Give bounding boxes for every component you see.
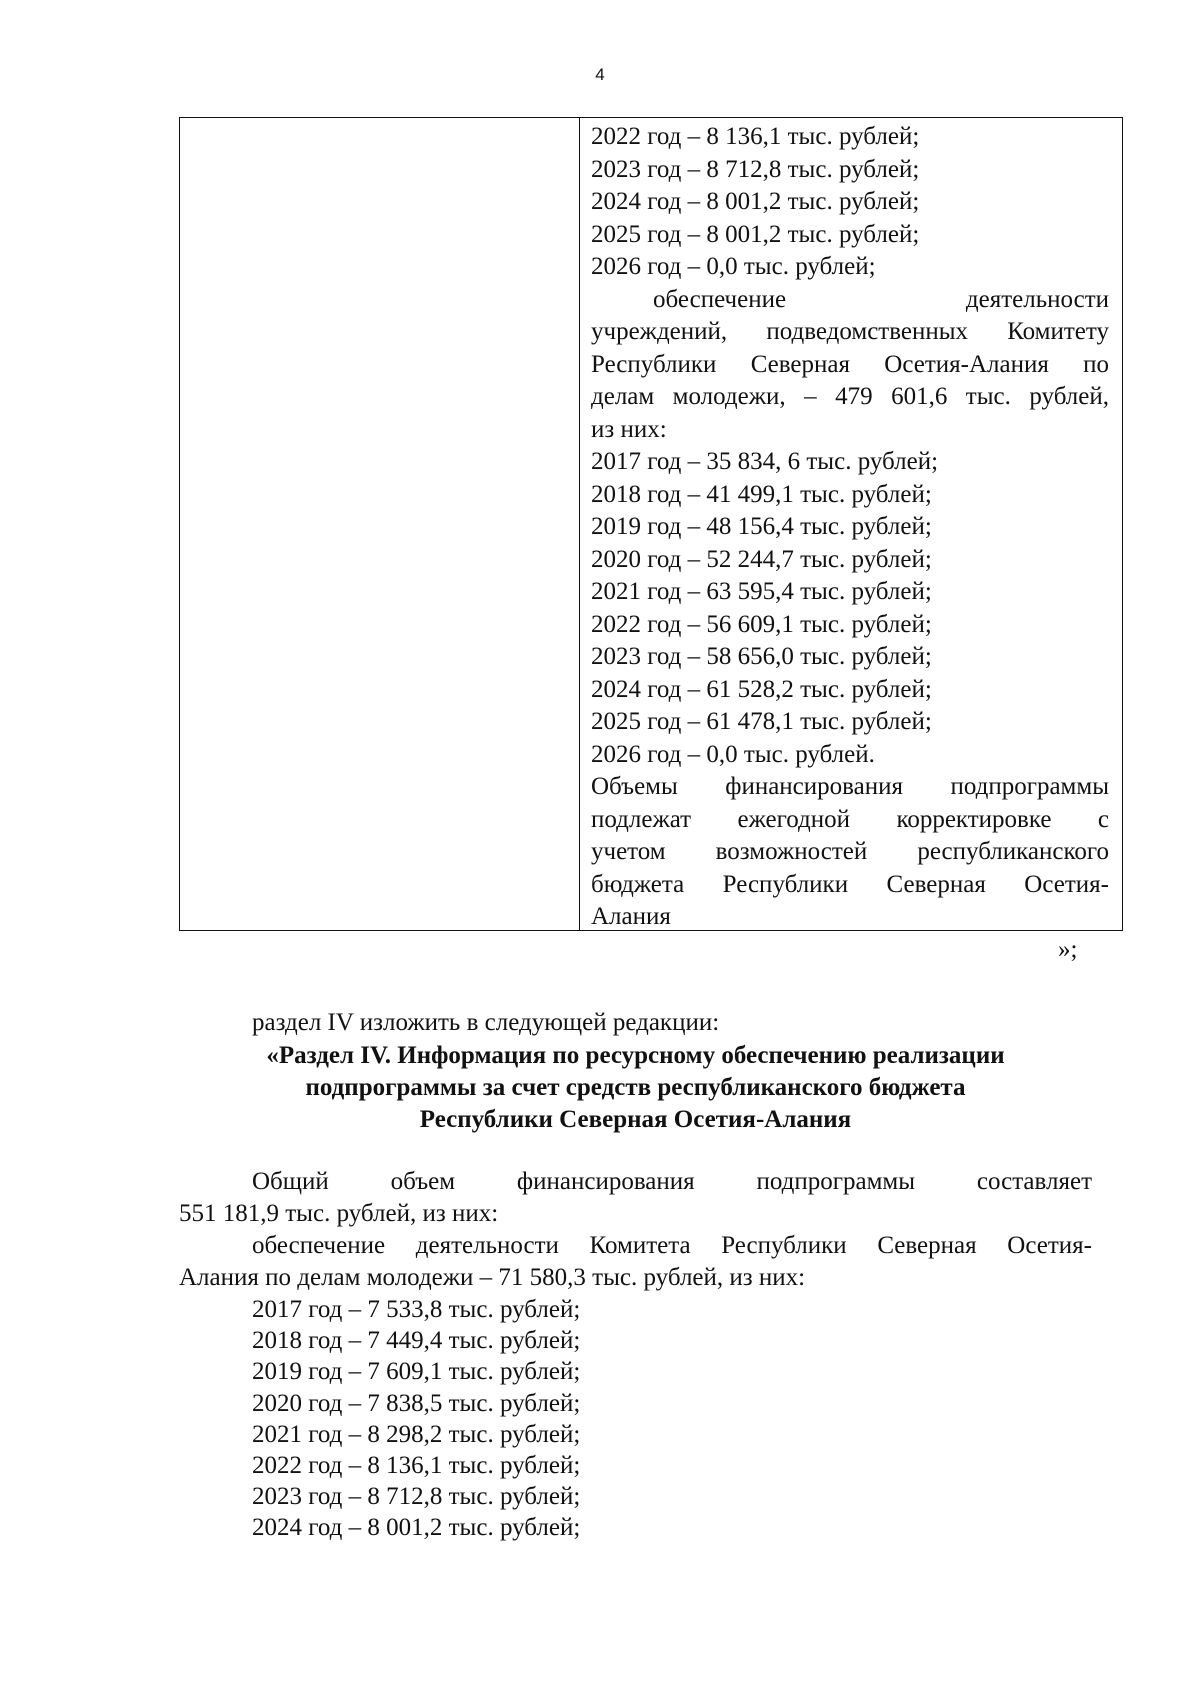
institutions-paragraph-line: обеспечение деятельности [653,285,1109,313]
note-tail: Алания [591,903,671,930]
institutions-paragraph-line: делам молодежи, – 479 601,6 тыс. рублей, [591,383,1109,410]
institutions-year-line: 2024 год – 61 528,2 тыс. рублей; [591,675,932,703]
institutions-year-line: 2019 год – 48 156,4 тыс. рублей; [591,513,932,540]
financing-table [179,117,1123,931]
committee-year-line: 2018 год – 7 449,4 тыс. рублей; [252,1327,581,1355]
section-heading [179,1040,1092,1136]
note-line: учетом возможностей республиканского [591,838,1109,865]
section-heading-line: «Раздел IV. Информация по ресурсному обеспечению реализации [266,1042,1005,1069]
intro-line [179,1007,1092,1038]
table-line: 2026 год – 0,0 тыс. рублей; [591,253,876,280]
total-financing-line: 551 181,9 тыс. рублей, из них: [179,1200,499,1227]
institutions-year-line: 2026 год – 0,0 тыс. рублей. [591,740,875,768]
committee-year-line: 2021 год – 8 298,2 тыс. рублей; [252,1420,581,1448]
note-line: подлежат ежегодной корректировке с [591,805,1109,833]
committee-year-line: 2024 год – 8 001,2 тыс. рублей; [252,1514,581,1542]
table-right-cell [591,121,1109,934]
institutions-paragraph-tail: из них: [591,415,667,443]
committee-year-line: 2019 год – 7 609,1 тыс. рублей; [252,1358,581,1386]
intro-text: раздел IV изложить в следующей редакции: [252,1009,720,1036]
institutions-paragraph-line: Республики Северная Осетия-Алания по [591,350,1109,378]
committee-line: обеспечение деятельности Комитета Республики Северная Осетия- [252,1232,1092,1259]
institutions-year-line: 2022 год – 56 609,1 тыс. рублей; [591,610,932,638]
institutions-year-line: 2021 год – 63 595,4 тыс. рублей; [591,578,932,605]
closing-quote: »; [1058,936,1078,963]
table-line: 2022 год – 8 136,1 тыс. рублей; [591,123,920,150]
committee-year-line: 2023 год – 8 712,8 тыс. рублей; [252,1483,581,1511]
page-number: 4 [595,65,605,84]
section-body [179,1166,1092,1544]
table-column-divider [579,118,580,930]
table-line: 2023 год – 8 712,8 тыс. рублей; [591,155,920,183]
section-heading-line: подпрограммы за счет средств республиканского бюджета [305,1074,966,1101]
section-heading-line: Республики Северная Осетия-Алания [419,1106,852,1133]
committee-year-line: 2017 год – 7 533,8 тыс. рублей; [252,1296,581,1323]
institutions-year-line: 2017 год – 35 834, 6 тыс. рублей; [591,448,939,475]
institutions-year-line: 2018 год – 41 499,1 тыс. рублей; [591,480,932,508]
table-line: 2024 год – 8 001,2 тыс. рублей; [591,188,920,215]
committee-year-line: 2020 год – 7 838,5 тыс. рублей; [252,1389,581,1417]
committee-line: Алания по делам молодежи – 71 580,3 тыс. рублей, из них: [179,1264,806,1291]
institutions-year-line: 2023 год – 58 656,0 тыс. рублей; [591,643,932,670]
table-line: 2025 год – 8 001,2 тыс. рублей; [591,220,920,248]
total-financing-line: Общий объем финансирования подпрограммы составляет [252,1168,1092,1195]
institutions-year-line: 2020 год – 52 244,7 тыс. рублей; [591,545,932,573]
institutions-year-line: 2025 год – 61 478,1 тыс. рублей; [591,708,932,735]
institutions-paragraph-line: учреждений, подведомственных Комитету [591,318,1109,345]
committee-year-line: 2022 год – 8 136,1 тыс. рублей; [252,1452,581,1480]
note-line: бюджета Республики Северная Осетия- [591,870,1109,898]
note-line: Объемы финансирования подпрограммы [591,773,1109,800]
